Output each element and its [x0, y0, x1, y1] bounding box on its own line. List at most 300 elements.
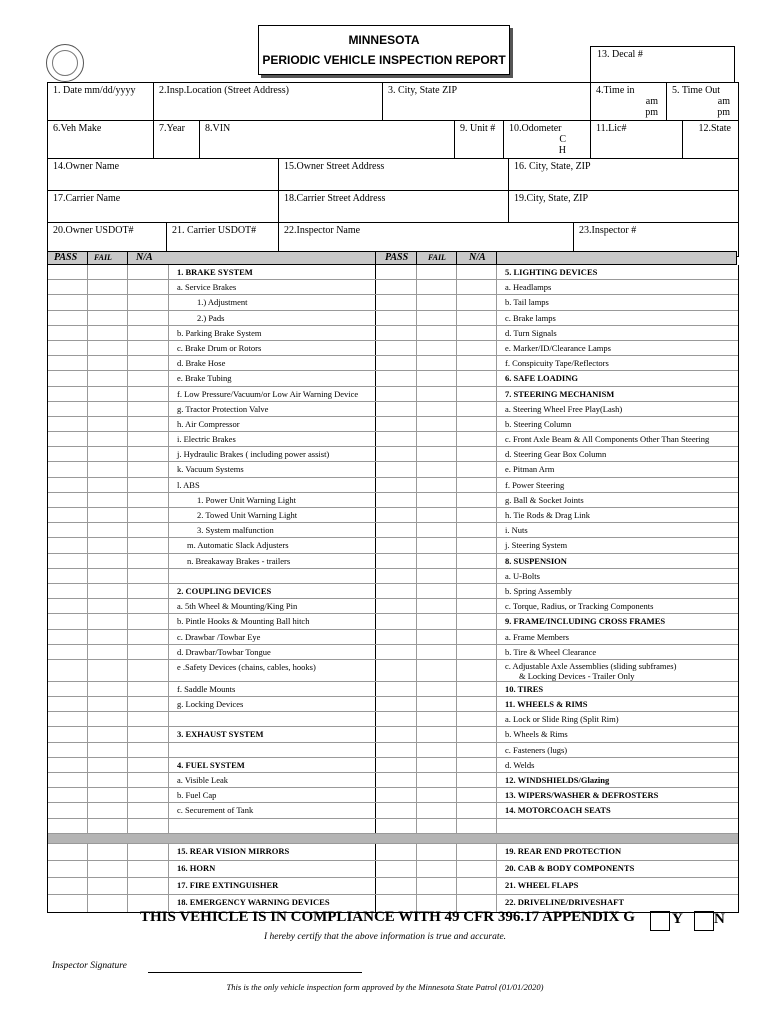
pass-box-left[interactable] — [48, 341, 88, 355]
item-left — [169, 371, 376, 385]
na-box-left[interactable] — [128, 614, 169, 628]
fail-box-right[interactable] — [417, 584, 457, 598]
na-box-left[interactable] — [128, 788, 169, 802]
na-box-right[interactable] — [457, 326, 497, 340]
na-box-left[interactable] — [128, 861, 169, 877]
item-left — [169, 356, 376, 370]
na-box-left[interactable] — [128, 493, 169, 507]
na-box-right[interactable] — [457, 508, 497, 522]
pass-box-right[interactable] — [376, 584, 417, 598]
item-label-left: 3. System malfunction — [197, 525, 274, 536]
year-field[interactable] — [154, 121, 200, 158]
fail-box-left[interactable] — [88, 584, 128, 598]
pass-box-right[interactable] — [376, 326, 417, 340]
pass-box-right[interactable] — [376, 788, 417, 802]
pass-box-right[interactable] — [376, 697, 417, 711]
pass-box-right[interactable] — [376, 819, 417, 833]
fail-box-right[interactable] — [417, 599, 457, 613]
pass-box-left[interactable] — [48, 645, 88, 659]
na-box-left[interactable] — [128, 371, 169, 385]
pass-box-left[interactable] — [48, 712, 88, 726]
pass-box-left[interactable] — [48, 326, 88, 340]
time-out-field[interactable] — [667, 83, 738, 120]
pass-box-left[interactable] — [48, 447, 88, 461]
na-box-left[interactable] — [128, 660, 169, 681]
fail-box-left[interactable] — [88, 630, 128, 644]
na-box-left[interactable] — [128, 712, 169, 726]
carrier-name-field[interactable] — [48, 191, 279, 222]
pass-box-right[interactable] — [376, 727, 417, 741]
na-box-left[interactable] — [128, 682, 169, 696]
pass-box-right[interactable] — [376, 878, 417, 894]
fail-box-right[interactable] — [417, 758, 457, 772]
na-box-right[interactable] — [457, 819, 497, 833]
fail-box-right[interactable] — [417, 478, 457, 492]
pass-box-left[interactable] — [48, 417, 88, 431]
fail-box-right[interactable] — [417, 371, 457, 385]
fail-box-left[interactable] — [88, 493, 128, 507]
na-box-left[interactable] — [128, 402, 169, 416]
pass-box-left[interactable] — [48, 523, 88, 537]
pass-box-left[interactable] — [48, 599, 88, 613]
state-field[interactable] — [683, 121, 736, 158]
na-box-left[interactable] — [128, 311, 169, 325]
pass-box-right[interactable] — [376, 773, 417, 787]
fail-box-right[interactable] — [417, 432, 457, 446]
na-box-left[interactable] — [128, 599, 169, 613]
na-box-right[interactable] — [457, 727, 497, 741]
pass-box-right[interactable] — [376, 743, 417, 757]
fail-box-left[interactable] — [88, 326, 128, 340]
time-out-pm: pm — [717, 107, 730, 118]
na-box-left[interactable] — [128, 697, 169, 711]
na-box-left[interactable] — [128, 265, 169, 279]
na-box-right[interactable] — [457, 712, 497, 726]
fail-box-right[interactable] — [417, 493, 457, 507]
na-box-left[interactable] — [128, 387, 169, 401]
unit-label: 9. Unit # — [460, 123, 496, 134]
na-box-right[interactable] — [457, 295, 497, 309]
na-box-right[interactable] — [457, 417, 497, 431]
fail-box-right[interactable] — [417, 697, 457, 711]
fail-box-left[interactable] — [88, 462, 128, 476]
na-box-left[interactable] — [128, 538, 169, 552]
fail-box-right[interactable] — [417, 773, 457, 787]
na-box-left[interactable] — [128, 645, 169, 659]
pass-box-left[interactable] — [48, 265, 88, 279]
fail-box-left[interactable] — [88, 727, 128, 741]
carrier-street-field[interactable] — [279, 191, 509, 222]
fail-box-left[interactable] — [88, 356, 128, 370]
pass-box-left[interactable] — [48, 660, 88, 681]
fail-box-left[interactable] — [88, 758, 128, 772]
fail-box-left[interactable] — [88, 417, 128, 431]
pass-box-right[interactable] — [376, 447, 417, 461]
fail-box-right[interactable] — [417, 295, 457, 309]
na-box-right[interactable] — [457, 554, 497, 568]
fail-box-right[interactable] — [417, 356, 457, 370]
pass-box-right[interactable] — [376, 599, 417, 613]
pass-box-left[interactable] — [48, 508, 88, 522]
lic-field[interactable] — [591, 121, 683, 158]
fail-box-left[interactable] — [88, 402, 128, 416]
na-box-right[interactable] — [457, 630, 497, 644]
pass-box-left[interactable] — [48, 758, 88, 772]
pass-box-left[interactable] — [48, 569, 88, 583]
fail-box-left[interactable] — [88, 280, 128, 294]
table-row — [48, 356, 738, 371]
fail-box-left[interactable] — [88, 712, 128, 726]
pass-box-right[interactable] — [376, 356, 417, 370]
pass-box-right[interactable] — [376, 803, 417, 817]
item-label-right: 7. STEERING MECHANISM — [505, 388, 615, 399]
item-label-left: b. Pintle Hooks & Mounting Ball hitch — [177, 616, 310, 627]
na-box-left[interactable] — [128, 878, 169, 894]
na-box-left[interactable] — [128, 743, 169, 757]
item-left — [169, 712, 376, 726]
fail-box-right[interactable] — [417, 341, 457, 355]
table-row — [48, 599, 738, 614]
na-box-right[interactable] — [457, 599, 497, 613]
fail-box-right[interactable] — [417, 387, 457, 401]
fail-box-left[interactable] — [88, 803, 128, 817]
pass-box-right[interactable] — [376, 645, 417, 659]
na-box-right[interactable] — [457, 569, 497, 583]
fail-box-left[interactable] — [88, 265, 128, 279]
item-right — [497, 788, 738, 802]
na-box-right[interactable] — [457, 743, 497, 757]
na-box-right[interactable] — [457, 432, 497, 446]
na-box-right[interactable] — [457, 493, 497, 507]
state-label: 12.State — [698, 123, 731, 134]
pass-box-right[interactable] — [376, 462, 417, 476]
pass-box-left[interactable] — [48, 788, 88, 802]
pass-box-right[interactable] — [376, 417, 417, 431]
fail-box-left[interactable] — [88, 387, 128, 401]
pass-box-left[interactable] — [48, 311, 88, 325]
carrier-city-field[interactable] — [509, 191, 738, 222]
item-label-right: a. Lock or Slide Ring (Split Rim) — [505, 714, 619, 725]
na-box-right[interactable] — [457, 758, 497, 772]
pass-box-left[interactable] — [48, 387, 88, 401]
fail-box-left[interactable] — [88, 743, 128, 757]
compliance-no-checkbox[interactable] — [694, 911, 714, 931]
na-box-right[interactable] — [457, 311, 497, 325]
na-box-left[interactable] — [128, 523, 169, 537]
pass-box-right[interactable] — [376, 614, 417, 628]
item-left — [169, 447, 376, 461]
inspector-num-label: 23.Inspector # — [579, 225, 637, 236]
fail-box-left[interactable] — [88, 599, 128, 613]
na-box-left[interactable] — [128, 758, 169, 772]
pass-box-left[interactable] — [48, 844, 88, 860]
na-box-right[interactable] — [457, 788, 497, 802]
pass-box-left[interactable] — [48, 773, 88, 787]
pass-box-left[interactable] — [48, 861, 88, 877]
fail-box-left[interactable] — [88, 478, 128, 492]
na-box-right[interactable] — [457, 478, 497, 492]
fail-box-right[interactable] — [417, 265, 457, 279]
pass-box-left[interactable] — [48, 295, 88, 309]
table-row — [48, 311, 738, 326]
item-right — [497, 402, 738, 416]
fail-box-left[interactable] — [88, 295, 128, 309]
na-box-left[interactable] — [128, 462, 169, 476]
fail-box-right[interactable] — [417, 727, 457, 741]
na-box-left[interactable] — [128, 584, 169, 598]
fail-box-right[interactable] — [417, 538, 457, 552]
pass-box-right[interactable] — [376, 844, 417, 860]
fail-box-right[interactable] — [417, 819, 457, 833]
fail-box-right[interactable] — [417, 402, 457, 416]
fail-box-left[interactable] — [88, 788, 128, 802]
pass-box-left[interactable] — [48, 356, 88, 370]
fail-box-right[interactable] — [417, 682, 457, 696]
table-row — [48, 478, 738, 493]
date-field[interactable] — [48, 83, 154, 120]
na-box-left[interactable] — [128, 727, 169, 741]
na-box-right[interactable] — [457, 614, 497, 628]
fail-box-left[interactable] — [88, 895, 128, 912]
pass-box-left[interactable] — [48, 462, 88, 476]
na-box-left[interactable] — [128, 280, 169, 294]
na-box-left[interactable] — [128, 432, 169, 446]
fail-box-right[interactable] — [417, 630, 457, 644]
na-box-left[interactable] — [128, 447, 169, 461]
signature-line[interactable] — [148, 972, 362, 973]
pass-box-left[interactable] — [48, 538, 88, 552]
na-box-right[interactable] — [457, 447, 497, 461]
fail-box-left[interactable] — [88, 569, 128, 583]
na-box-right[interactable] — [457, 773, 497, 787]
na-box-right[interactable] — [457, 538, 497, 552]
na-box-right[interactable] — [457, 356, 497, 370]
fail-box-left[interactable] — [88, 311, 128, 325]
fail-box-left[interactable] — [88, 447, 128, 461]
insp-location-field[interactable] — [154, 83, 383, 120]
item-left — [169, 554, 376, 568]
item-label-right: 14. MOTORCOACH SEATS — [505, 805, 611, 816]
item-label-right: b. Steering Column — [505, 418, 572, 429]
fail-box-left[interactable] — [88, 523, 128, 537]
owner-street-field[interactable] — [279, 159, 509, 190]
pass-box-left[interactable] — [48, 727, 88, 741]
na-box-left[interactable] — [128, 803, 169, 817]
na-box-left[interactable] — [128, 569, 169, 583]
item-left — [169, 743, 376, 757]
na-box-left[interactable] — [128, 508, 169, 522]
pass-box-right[interactable] — [376, 493, 417, 507]
item-right — [497, 712, 738, 726]
pass-box-right[interactable] — [376, 295, 417, 309]
time-in-field[interactable] — [591, 83, 667, 120]
fail-box-right[interactable] — [417, 660, 457, 681]
pass-box-left[interactable] — [48, 630, 88, 644]
na-box-left[interactable] — [128, 819, 169, 833]
pass-box-left[interactable] — [48, 554, 88, 568]
pass-box-left[interactable] — [48, 895, 88, 912]
na-box-right[interactable] — [457, 387, 497, 401]
pass-box-left[interactable] — [48, 878, 88, 894]
compliance-yes-checkbox[interactable] — [650, 911, 670, 931]
fail-box-left[interactable] — [88, 878, 128, 894]
pass-box-left[interactable] — [48, 493, 88, 507]
item-left — [169, 523, 376, 537]
na-box-right[interactable] — [457, 371, 497, 385]
pass-box-right[interactable] — [376, 523, 417, 537]
owner-street-label: 15.Owner Street Address — [284, 161, 385, 172]
veh-make-field[interactable] — [48, 121, 154, 158]
table-row — [48, 803, 738, 818]
fail-box-right[interactable] — [417, 645, 457, 659]
fail-box-left[interactable] — [88, 614, 128, 628]
pass-box-left[interactable] — [48, 743, 88, 757]
na-box-left[interactable] — [128, 554, 169, 568]
fail-box-right[interactable] — [417, 326, 457, 340]
pass-box-right[interactable] — [376, 371, 417, 385]
pass-box-left[interactable] — [48, 371, 88, 385]
pass-box-left[interactable] — [48, 803, 88, 817]
decal-field[interactable] — [590, 46, 735, 82]
owner-name-field[interactable] — [48, 159, 279, 190]
na-box-left[interactable] — [128, 326, 169, 340]
pass-box-right[interactable] — [376, 341, 417, 355]
fail-box-right[interactable] — [417, 417, 457, 431]
na-box-left[interactable] — [128, 844, 169, 860]
fail-box-left[interactable] — [88, 697, 128, 711]
na-box-left[interactable] — [128, 773, 169, 787]
na-box-right[interactable] — [457, 265, 497, 279]
pass-box-left[interactable] — [48, 819, 88, 833]
na-box-right[interactable] — [457, 682, 497, 696]
pass-box-left[interactable] — [48, 682, 88, 696]
fail-box-left[interactable] — [88, 508, 128, 522]
pass-box-right[interactable] — [376, 478, 417, 492]
fail-box-left[interactable] — [88, 371, 128, 385]
na-box-right[interactable] — [457, 844, 497, 860]
fail-box-right[interactable] — [417, 523, 457, 537]
pass-box-right[interactable] — [376, 265, 417, 279]
fail-box-left[interactable] — [88, 554, 128, 568]
table-row — [48, 538, 738, 553]
na-box-left[interactable] — [128, 356, 169, 370]
owner-city-field[interactable] — [509, 159, 738, 190]
pass-box-right[interactable] — [376, 402, 417, 416]
fail-box-right[interactable] — [417, 462, 457, 476]
na-box-right[interactable] — [457, 462, 497, 476]
vin-field[interactable] — [200, 121, 455, 158]
fail-box-left[interactable] — [88, 773, 128, 787]
item-label-right: c. Brake lamps — [505, 312, 556, 323]
pass-box-right[interactable] — [376, 432, 417, 446]
na-box-left[interactable] — [128, 417, 169, 431]
na-box-left[interactable] — [128, 295, 169, 309]
fail-box-left[interactable] — [88, 682, 128, 696]
fail-box-right[interactable] — [417, 311, 457, 325]
pass-box-right[interactable] — [376, 311, 417, 325]
pass-box-left[interactable] — [48, 584, 88, 598]
fail-box-right[interactable] — [417, 803, 457, 817]
fail-box-left[interactable] — [88, 660, 128, 681]
na-box-right[interactable] — [457, 803, 497, 817]
pass-box-right[interactable] — [376, 630, 417, 644]
pass-box-left[interactable] — [48, 432, 88, 446]
fail-box-left[interactable] — [88, 432, 128, 446]
odometer-field[interactable] — [504, 121, 591, 158]
na-box-right[interactable] — [457, 523, 497, 537]
pass-box-right[interactable] — [376, 861, 417, 877]
pass-box-left[interactable] — [48, 697, 88, 711]
year-label: 7.Year — [159, 123, 185, 134]
fail-box-left[interactable] — [88, 844, 128, 860]
fail-box-right[interactable] — [417, 614, 457, 628]
na-box-left[interactable] — [128, 341, 169, 355]
fail-box-left[interactable] — [88, 861, 128, 877]
item-left — [169, 645, 376, 659]
fail-box-right[interactable] — [417, 712, 457, 726]
fail-box-left[interactable] — [88, 819, 128, 833]
table-row — [48, 819, 738, 834]
fail-box-right[interactable] — [417, 788, 457, 802]
city-state-zip-field[interactable] — [383, 83, 591, 120]
item-label-left: g. Tractor Protection Valve — [177, 403, 269, 414]
na-box-right[interactable] — [457, 697, 497, 711]
na-box-left[interactable] — [128, 478, 169, 492]
fail-box-right[interactable] — [417, 554, 457, 568]
na-box-right[interactable] — [457, 341, 497, 355]
fail-box-right[interactable] — [417, 447, 457, 461]
pass-box-right[interactable] — [376, 758, 417, 772]
pass-box-right[interactable] — [376, 508, 417, 522]
na-box-right[interactable] — [457, 660, 497, 681]
pass-box-left[interactable] — [48, 614, 88, 628]
pass-box-right[interactable] — [376, 387, 417, 401]
fail-box-left[interactable] — [88, 538, 128, 552]
fail-box-right[interactable] — [417, 844, 457, 860]
owner-city-label: 16. City, State, ZIP — [514, 161, 591, 172]
pass-box-right[interactable] — [376, 280, 417, 294]
fail-box-right[interactable] — [417, 569, 457, 583]
fail-box-right[interactable] — [417, 508, 457, 522]
table-row — [48, 493, 738, 508]
na-box-right[interactable] — [457, 584, 497, 598]
pass-box-left[interactable] — [48, 402, 88, 416]
pass-box-right[interactable] — [376, 660, 417, 681]
fail-box-right[interactable] — [417, 878, 457, 894]
na-box-right[interactable] — [457, 878, 497, 894]
na-box-right[interactable] — [457, 402, 497, 416]
pass-box-right[interactable] — [376, 554, 417, 568]
pass-box-left[interactable] — [48, 478, 88, 492]
pass-box-right[interactable] — [376, 682, 417, 696]
item-left — [169, 861, 376, 877]
pass-box-right[interactable] — [376, 569, 417, 583]
na-box-left[interactable] — [128, 630, 169, 644]
fail-box-left[interactable] — [88, 341, 128, 355]
fail-box-right[interactable] — [417, 280, 457, 294]
fail-box-right[interactable] — [417, 743, 457, 757]
table-row — [48, 697, 738, 712]
pass-box-right[interactable] — [376, 712, 417, 726]
fail-box-left[interactable] — [88, 645, 128, 659]
pass-box-right[interactable] — [376, 538, 417, 552]
na-box-right[interactable] — [457, 645, 497, 659]
pass-box-left[interactable] — [48, 280, 88, 294]
na-box-right[interactable] — [457, 280, 497, 294]
na-box-right[interactable] — [457, 861, 497, 877]
fail-box-right[interactable] — [417, 861, 457, 877]
unit-field[interactable] — [455, 121, 504, 158]
